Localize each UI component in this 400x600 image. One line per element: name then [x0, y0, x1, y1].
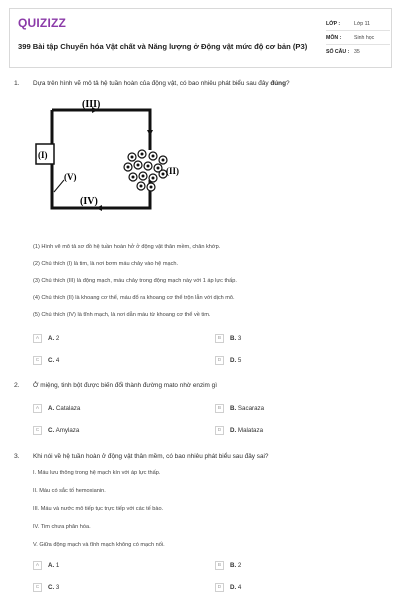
option-b[interactable] [215, 404, 264, 413]
statement: (4) Chú thích (II) là khoang cơ thể, máu đổ ra khoang cơ thể trộn lẫn với dịch mô. [33, 295, 235, 301]
statement: (3) Chú thích (III) là động mạch, máu chảy trong động mạch này với 1 áp lực thấp. [33, 278, 237, 284]
option-key-box: C [33, 356, 42, 365]
statement: II. Máu có sắc tố hemoxianin. [33, 488, 106, 494]
option-label: B. Sacaraza [230, 405, 265, 412]
meta-key: MÔN : [326, 34, 342, 41]
statement: (2) Chú thích (I) là tim, là nơi bơm máu chảy vào hệ mạch. [33, 261, 179, 267]
statement: I. Máu lưu thông trong hệ mạch kín với áp lực thấp. [33, 470, 161, 476]
question-text: Dựa trên hình vẽ mô tả hệ tuần hoàn của động vật, có bao nhiêu phát biểu sau đây đúng? [33, 80, 290, 87]
meta-value: Lớp 11 [354, 20, 370, 27]
diagram-label: (I) [38, 150, 48, 160]
meta-value: Sinh học [354, 34, 375, 41]
option-key-box: D [215, 356, 224, 365]
meta-table [326, 17, 390, 59]
meta-row-grade [326, 17, 390, 31]
option-key-box: A [33, 334, 42, 343]
option-c[interactable] [33, 356, 59, 365]
option-key-box: B [215, 404, 224, 413]
meta-value: 35 [354, 49, 360, 55]
diagram-label: (II) [166, 166, 179, 176]
meta-row-subject [326, 31, 390, 45]
option-a[interactable] [33, 561, 59, 570]
statement: (1) Hình vẽ mô tả sơ đồ hệ tuần hoàn hở ở động vật thân mềm, chân khớp. [33, 244, 221, 250]
option-c[interactable] [33, 583, 59, 592]
meta-row-count [326, 45, 390, 59]
question-number: 3. [14, 453, 20, 460]
option-key-box: C [33, 583, 42, 592]
option-a[interactable] [33, 404, 80, 413]
option-key-box: A [33, 561, 42, 570]
option-label: B. 2 [230, 562, 242, 569]
option-key-box: C [33, 426, 42, 435]
option-label: C. 3 [48, 584, 60, 591]
option-label: C. Amylaza [48, 427, 80, 434]
option-key-box: B [215, 334, 224, 343]
option-label: D. Malataza [230, 427, 264, 434]
question-text: Khi nói về hệ tuần hoàn ở động vật thân mềm, có bao nhiêu phát biểu sau đây sai? [33, 453, 269, 460]
option-label: A. 2 [48, 335, 60, 342]
statement: IV. Tim chưa phân hóa. [33, 524, 91, 530]
option-d[interactable] [215, 356, 241, 365]
option-key-box: B [215, 561, 224, 570]
option-d[interactable] [215, 426, 263, 435]
diagram-label: (III) [82, 100, 101, 110]
option-key-box: D [215, 583, 224, 592]
option-d[interactable] [215, 583, 241, 592]
option-label: D. 5 [230, 357, 242, 364]
quizizz-logo: QUIZIZZ [18, 16, 67, 30]
question-number: 2. [14, 382, 20, 389]
statement: (5) Chú thích (IV) là tĩnh mạch, là nơi dẫn máu từ khoang cơ thể về tim. [33, 312, 211, 318]
option-label: D. 4 [230, 584, 242, 591]
statement: V. Giữa động mạch và tĩnh mạch không có mạch nối. [33, 542, 165, 548]
option-label: A. 1 [48, 562, 60, 569]
diagram-label: (IV) [80, 196, 98, 207]
option-label: A. Catalaza [48, 405, 81, 412]
circulatory-system-diagram [32, 100, 182, 222]
diagram-label: (V) [64, 172, 77, 182]
option-label: C. 4 [48, 357, 60, 364]
option-b[interactable] [215, 561, 241, 570]
statement: III. Máu và nước mô tiếp tục trực tiếp với các tế bào. [33, 506, 164, 512]
worksheet-title: 399 Bài tập Chuyển hóa Vật chất và Năng lượng ở Động vật mức độ cơ bản (P3) [18, 42, 308, 51]
option-label: B. 3 [230, 335, 242, 342]
option-b[interactable] [215, 334, 241, 343]
meta-key: LỚP : [326, 20, 341, 27]
worksheet-header [9, 8, 392, 68]
option-key-box: A [33, 404, 42, 413]
meta-key: SỐ CÂU : [326, 49, 350, 55]
option-a[interactable] [33, 334, 59, 343]
question-number: 1. [14, 80, 20, 87]
option-c[interactable] [33, 426, 79, 435]
option-key-box: D [215, 426, 224, 435]
question-text: Ở miệng, tinh bột được biến đổi thành đường mato nhờ enzim gì [33, 382, 217, 389]
